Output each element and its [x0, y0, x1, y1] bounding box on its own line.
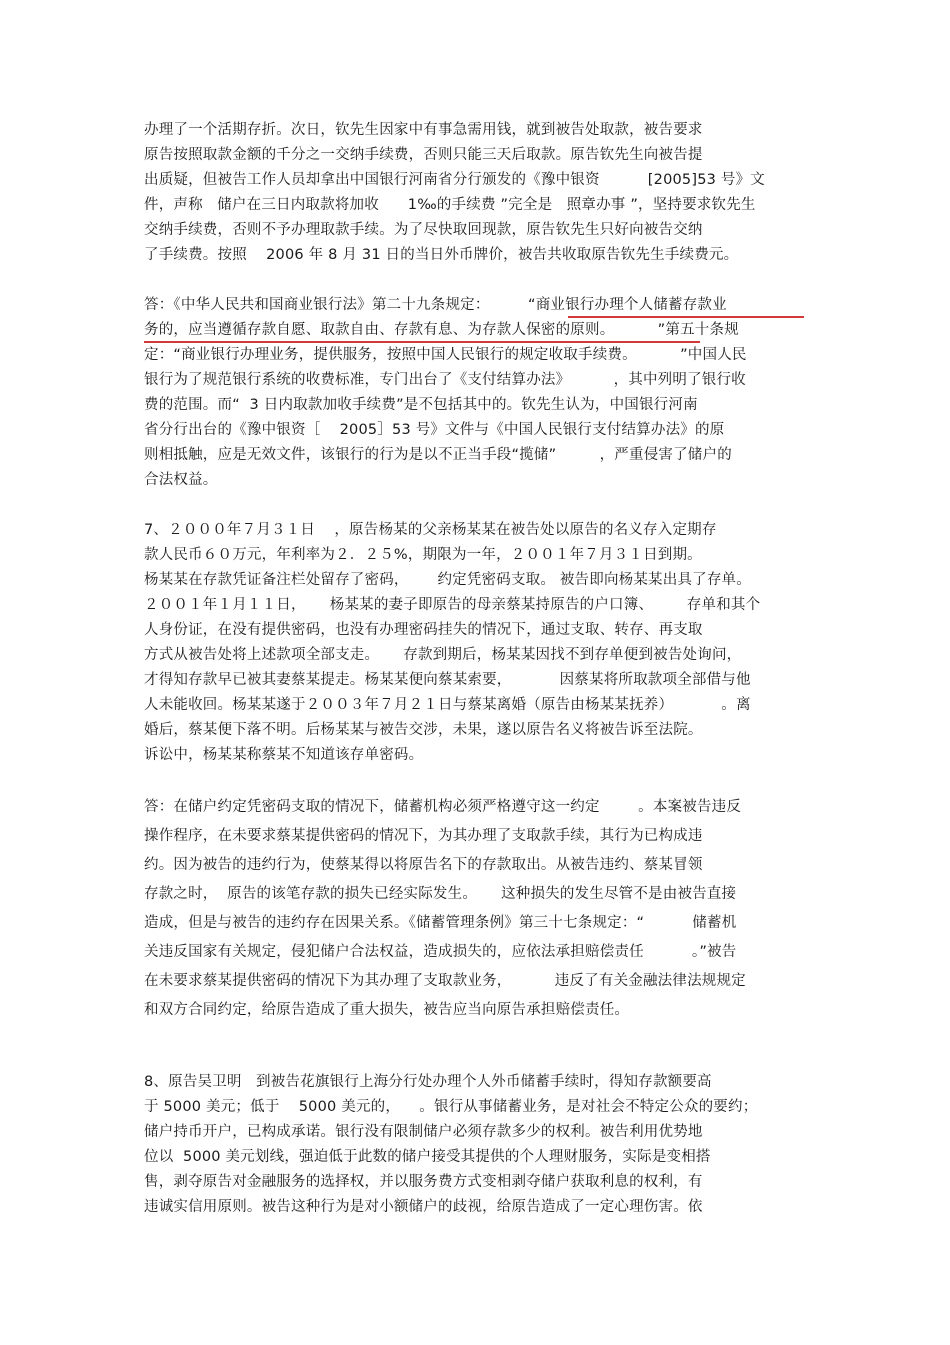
text-line: 人身份证，在没有提供密码，也没有办理密码挂失的情况下，通过支取、转存、再支取	[144, 622, 703, 638]
text-line: 办理了一个活期存折。次日，钦先生因家中有事急需用钱，就到被告处取款，被告要求	[144, 122, 703, 138]
text-line: 才得知存款早已被其妻蔡某提走。杨某某便向蔡某索要， 因蔡某将所取款项全部借与他	[144, 672, 751, 688]
text-line: 在未要求蔡某提供密码的情况下为其办理了支取款业务， 违反了有关金融法律法规规定	[144, 973, 746, 989]
text-line: 杨某某在存款凭证备注栏处留存了密码， 约定凭密码支取。 被告即向杨某某出具了存单。	[144, 572, 751, 588]
text-line: 售，剥夺原告对金融服务的选择权，并以服务费方式变相剥夺储户获取利息的权利，有	[144, 1174, 703, 1190]
text-line: 操作程序，在未要求蔡某提供密码的情况下，为其办理了支取款手续，其行为已构成违	[144, 828, 703, 844]
red-underline	[144, 341, 700, 343]
text-line: 关违反国家有关规定，侵犯储户合法权益，造成损失的，应依法承担赔偿责任 。”被告	[144, 944, 737, 960]
text-line: ２００１年１月１１日， 杨某某的妻子即原告的母亲蔡某持原告的户口簿、 存单和其个	[144, 597, 761, 613]
text-line: 合法权益。	[144, 472, 218, 488]
text-line: 费的范围。而“ 3 日内取款加收手续费”是不包括其中的。钦先生认为，中国银行河南	[144, 397, 698, 413]
text-line: 定：“商业银行办理业务，提供服务，按照中国人民银行的规定收取手续费。 ”中国人民	[144, 347, 747, 363]
text-line: 造成，但是与被告的违约存在因果关系。《储蓄管理条例》第三十七条规定：“ 储蓄机	[144, 915, 737, 931]
text-line: 于 5000 美元；低于 5000 美元的， 。银行从事储蓄业务，是对社会不特定公众的要约；	[144, 1099, 758, 1115]
text-line: 和双方合同约定，给原告造成了重大损失，被告应当向原告承担赔偿责任。	[144, 1002, 630, 1018]
text-line: 了手续费。按照 2006 年 8 月 31 日的当日外币牌价，被告共收取原告钦先生手续费元。	[144, 247, 739, 263]
text-line: 方式从被告处将上述款项全部支走。 存款到期后，杨某某因找不到存单便到被告处询问，	[144, 647, 742, 663]
text-line: 款人民币６０万元，年利率为２．２５%，期限为一年，２００１年７月３１日到期。	[144, 547, 702, 563]
text-line: 8、原告吴卫明 到被告花旗银行上海分行处办理个人外币储蓄手续时，得知存款额要高	[144, 1074, 712, 1090]
text-line: 诉讼中，杨某某称蔡某不知道该存单密码。	[144, 747, 424, 763]
text-line: 位以 5000 美元划线，强迫低于此数的储户接受其提供的个人理财服务，实际是变相搭	[144, 1149, 711, 1165]
red-underline	[568, 316, 804, 318]
text-line: 存款之时， 原告的该笔存款的损失已经实际发生。 这种损失的发生尽管不是由被告直接	[144, 886, 737, 902]
text-line: 出质疑，但被告工作人员却拿出中国银行河南省分行颁发的《豫中银资 [2005]53 号》文	[144, 172, 765, 188]
text-line: 银行为了规范银行系统的收费标准，专门出台了《支付结算办法》 ，其中列明了银行收	[144, 372, 746, 388]
text-line: 7、２０００年７月３１日 ，原告杨某的父亲杨某某在被告处以原告的名义存入定期存	[144, 522, 717, 538]
text-line: 约。因为被告的违约行为，使蔡某得以将原告名下的存款取出。从被告违约、蔡某冒领	[144, 857, 703, 873]
text-line: 原告按照取款金额的千分之一交纳手续费，否则只能三天后取款。原告钦先生向被告提	[144, 147, 703, 163]
text-line: 答：在储户约定凭密码支取的情况下，储蓄机构必须严格遵守这一约定 。本案被告违反	[144, 799, 742, 815]
text-line: 件，声称 储户在三日内取款将加收 1‰的手续费 ”完全是 照章办事 ”，坚持要求钦先生	[144, 197, 756, 213]
text-line: 答：《中华人民共和国商业银行法》第二十九条规定： “商业银行办理个人储蓄存款业	[144, 297, 727, 313]
text-line: 务的，应当遵循存款自愿、取款自由、存款有息、为存款人保密的原则。 ”第五十条规	[144, 322, 739, 338]
text-line: 交纳手续费，否则不予办理取款手续。为了尽快取回现款，原告钦先生只好向被告交纳	[144, 222, 703, 238]
text-line: 违诚实信用原则。被告这种行为是对小额储户的歧视，给原告造成了一定心理伤害。依	[144, 1199, 703, 1215]
text-line: 则相抵触，应是无效文件，该银行的行为是以不正当手段“揽储” ，严重侵害了储户的	[144, 447, 732, 463]
text-line: 人未能收回。杨某某遂于２００３年７月２１日与蔡某离婚（原告由杨某某抚养） 。离	[144, 697, 751, 713]
text-line: 婚后，蔡某便下落不明。后杨某某与被告交涉，未果，遂以原告名义将被告诉至法院。	[144, 722, 703, 738]
text-line: 省分行出台的《豫中银资［ 2005］53 号》文件与《中国人民银行支付结算办法》的原	[144, 422, 725, 438]
text-line: 储户持币开户，已构成承诺。银行没有限制储户必须存款多少的权利。被告利用优势地	[144, 1124, 703, 1140]
